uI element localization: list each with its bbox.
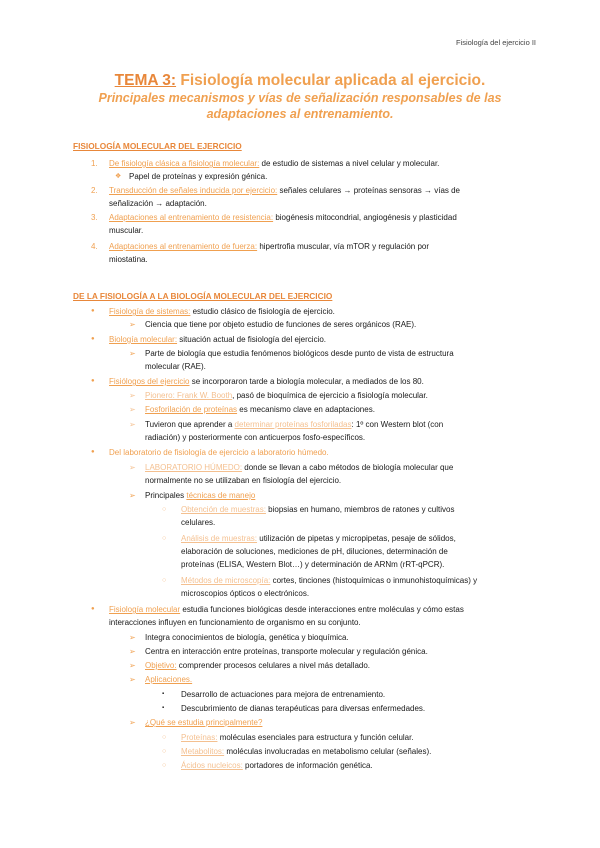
list-subsubitem: Ácidos nucleicos: portadores de información genética.	[181, 761, 373, 770]
list-subitem: Papel de proteínas y expresión génica.	[129, 172, 268, 181]
list-item: Biología molecular: situación actual de fisiología del ejercicio.	[109, 335, 327, 344]
list-subitem: Pionero: Frank W. Booth, pasó de bioquímica de ejercicio a fisiología molecular.	[145, 391, 428, 400]
list-item: Adaptaciones al entrenamiento de resistencia: biogénesis mitocondrial, angiogénesis y plasticidad	[109, 213, 457, 222]
list-item-cont: interacciones influyen en funcionamiento de organismo en su conjunto.	[109, 618, 361, 627]
section2-heading: DE LA FISIOLOGÍA A LA BIOLOGÍA MOLECULAR DEL EJERCICIO	[73, 291, 333, 301]
page-title	[50, 72, 550, 122]
list-subitem: Centra en interacción entre proteínas, transporte molecular y regulación génica.	[145, 647, 428, 656]
list-item-cont: muscular.	[109, 226, 144, 235]
bullet-icon: ●	[91, 449, 95, 455]
list-subitem: Tuvieron que aprender a determinar proteínas fosforiladas: 1º con Western blot (con	[145, 420, 444, 429]
list-number: 4.	[91, 242, 98, 251]
list-number: 2.	[91, 186, 98, 195]
list-subitem: Fosforilación de proteínas es mecanismo clave en adaptaciones.	[145, 405, 375, 414]
circle-icon: ○	[162, 506, 167, 513]
list-subitem: Integra conocimientos de biología, genética y bioquímica.	[145, 633, 349, 642]
square-bullet-icon: ▪	[162, 691, 165, 697]
list-item: Fisiología molecular estudia funciones biológicas desde interacciones entre moléculas y cómo estas	[109, 605, 464, 614]
list-subitem: Ciencia que tiene por objeto estudio de funciones de seres orgánicos (RAE).	[145, 320, 417, 329]
list-subitem: LABORATORIO HÚMEDO: donde se llevan a cabo métodos de biología molecular que	[145, 463, 454, 472]
list-subsubitem-cont: celulares.	[181, 518, 216, 527]
arrow-icon: ➢	[129, 675, 136, 684]
arrow-icon: ➢	[129, 491, 136, 500]
list-item: Adaptaciones al entrenamiento de fuerza: hipertrofia muscular, vía mTOR y regulación por	[109, 242, 430, 251]
arrow-icon: ➢	[129, 349, 136, 358]
arrow-icon: ➢	[129, 391, 136, 400]
list-subsubitem: Análisis de muestras: utilización de pipetas y micropipetas, pesaje de sólidos,	[181, 534, 456, 543]
bullet-icon: ●	[91, 378, 95, 384]
list-item: Transducción de señales inducida por ejercicio: señales celulares → proteínas sensoras → vías de	[109, 186, 461, 195]
list-subsubitem: Descubrimiento de dianas terapéuticas para diversas enfermedades.	[181, 704, 426, 713]
list-subsubitem: Métodos de microscopía: cortes, tinciones (histoquímicas o inmunohistoquímicas) y	[181, 576, 478, 585]
list-subsubitem-cont: proteínas (ELISA, Western Blot…) y determinación de ARNm (rRT-qPCR).	[181, 560, 445, 569]
section1-heading: FISIOLOGÍA MOLECULAR DEL EJERCICIO	[73, 141, 242, 151]
arrow-icon: ➢	[129, 405, 136, 414]
square-bullet-icon: ▪	[162, 705, 165, 711]
title-tema: TEMA 3:	[114, 72, 177, 89]
list-subsubitem: Obtención de muestras: biopsias en humano, miembros de ratones y cultivos	[181, 505, 455, 514]
list-number: 3.	[91, 213, 98, 222]
running-header: Fisiología del ejercicio II	[455, 38, 536, 47]
list-subsubitem: Desarrollo de actuaciones para mejora de entrenamiento.	[181, 690, 386, 699]
list-number: 1.	[91, 159, 98, 168]
list-subsubitem: Proteínas: moléculas esenciales para estructura y función celular.	[181, 733, 414, 742]
list-subitem-cont: normalmente no se utilizaban en fisiología del ejercicio.	[145, 476, 342, 485]
list-item-cont: señalización → adaptación.	[109, 199, 207, 208]
list-subsubitem-cont: elaboración de soluciones, mediciones de pH, diluciones, determinación de	[181, 547, 448, 556]
circle-icon: ○	[162, 535, 167, 542]
arrow-icon: ➢	[129, 463, 136, 472]
list-subitem-cont: radiación) y posteriormente con anticuerpos fosfo-específicos.	[145, 433, 366, 442]
list-item: De fisiología clásica a fisiología molecular: de estudio de sistemas a nivel celular y molecular.	[109, 159, 440, 168]
list-subitem: Objetivo: comprender procesos celulares a nivel más detallado.	[145, 661, 371, 670]
circle-icon: ○	[162, 748, 167, 755]
arrow-icon: ➢	[129, 647, 136, 656]
list-subitem: Principales técnicas de manejo	[145, 491, 256, 500]
bullet-icon: ●	[91, 336, 95, 342]
title-line1: Fisiología molecular aplicada al ejercicio.	[176, 72, 486, 89]
list-subitem: ¿Qué se estudia principalmente?	[145, 718, 263, 727]
bullet-icon: ●	[91, 308, 95, 314]
circle-icon: ○	[162, 762, 167, 769]
list-item: Fisiología de sistemas: estudio clásico de fisiología de ejercicio.	[109, 307, 335, 316]
list-item: Del laboratorio de fisiología de ejercicio a laboratorio húmedo.	[109, 448, 329, 457]
bullet-icon: ●	[91, 606, 95, 612]
circle-icon: ○	[162, 577, 167, 584]
list-subsubitem-cont: microscopios ópticos o electrónicos.	[181, 589, 310, 598]
list-subitem: Parte de biología que estudia fenómenos biológicos desde punto de vista de estructura	[145, 349, 454, 358]
list-subitem-cont: molecular (RAE).	[145, 362, 206, 371]
list-subitem: Aplicaciones.	[145, 675, 193, 684]
arrow-icon: ➢	[129, 320, 136, 329]
title-line2: Principales mecanismos y vías de señalización responsables de las	[98, 91, 502, 105]
list-subsubitem: Metabolitos: moléculas involucradas en metabolismo celular (señales).	[181, 747, 432, 756]
arrow-icon: ➢	[129, 633, 136, 642]
arrow-icon: ➢	[129, 420, 136, 429]
title-line3: adaptaciones al entrenamiento.	[206, 107, 394, 121]
arrow-icon: ➢	[129, 718, 136, 727]
diamond-icon: ❖	[115, 173, 122, 180]
list-item-cont: miostatina.	[109, 255, 148, 264]
circle-icon: ○	[162, 734, 167, 741]
arrow-icon: ➢	[129, 661, 136, 670]
list-item: Fisiólogos del ejercicio se incorporaron tarde a biología molecular, a mediados de los 80.	[109, 377, 424, 386]
